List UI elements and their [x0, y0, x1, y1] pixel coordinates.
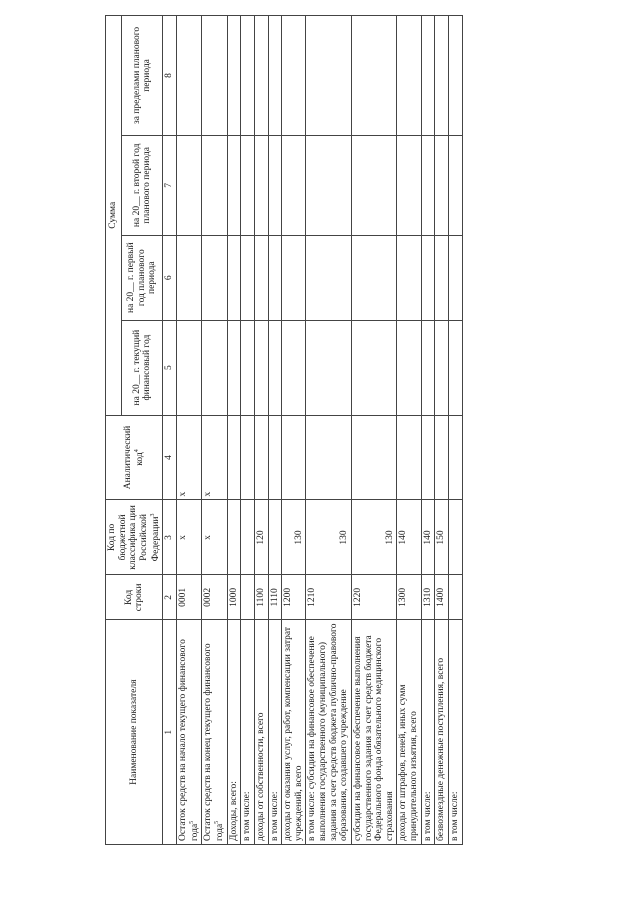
row-analytic-code: [351, 415, 397, 500]
row-budget-code: 130: [282, 500, 306, 575]
row-line-code: 0002: [202, 575, 227, 620]
row-sum-col6: [227, 235, 241, 320]
colnum-1: 1: [163, 620, 177, 845]
row-indicator-text: в том числе:: [242, 791, 253, 841]
header-analytic-code-note: 4: [133, 449, 140, 453]
row-sum-col7: [202, 135, 227, 235]
header-analytic-code-text: Аналитический код: [122, 425, 145, 490]
row-sum-col7: [241, 135, 255, 235]
row-sum-col6: [397, 235, 421, 320]
table-row: [435, 16, 449, 845]
row-analytic-code: [241, 415, 255, 500]
row-analytic-code: [227, 415, 241, 500]
row-indicator-note: 5: [213, 820, 220, 824]
table-row: [202, 16, 227, 845]
header-col8: за пределами планового периода: [122, 16, 163, 136]
row-line-code: 1310: [421, 575, 435, 620]
row-sum-col6: [282, 235, 306, 320]
header-budget-code: [106, 500, 163, 575]
row-sum-col5: [448, 320, 462, 415]
row-sum-col5: [421, 320, 435, 415]
row-budget-code: [448, 500, 462, 575]
row-indicator-text: безвозмездные денежные поступления, всего: [436, 657, 447, 841]
row-indicator-text: Доходы, всего:: [228, 781, 239, 841]
row-sum-col8: [202, 16, 227, 136]
row-line-code: 1110: [268, 575, 282, 620]
row-sum-col6: [202, 235, 227, 320]
row-sum-col6: [448, 235, 462, 320]
row-analytic-code: [397, 415, 421, 500]
row-indicator: [435, 620, 449, 845]
table-row: [254, 16, 268, 845]
row-sum-col8: [282, 16, 306, 136]
row-sum-col5: [241, 320, 255, 415]
row-sum-col7: [448, 135, 462, 235]
row-sum-col5: [254, 320, 268, 415]
row-sum-col8: [227, 16, 241, 136]
row-budget-code: 140: [421, 500, 435, 575]
row-budget-code: 130: [306, 500, 352, 575]
row-sum-col5: [176, 320, 201, 415]
row-sum-col5: [351, 320, 397, 415]
row-indicator: [268, 620, 282, 845]
row-sum-col7: [435, 135, 449, 235]
row-analytic-code: [448, 415, 462, 500]
row-line-code: 1210: [306, 575, 352, 620]
row-sum-col7: [227, 135, 241, 235]
row-sum-col6: [421, 235, 435, 320]
row-budget-code: x: [176, 500, 201, 575]
row-line-code: [241, 575, 255, 620]
header-budget-code-note: 3: [149, 513, 156, 517]
row-indicator: [202, 620, 227, 845]
row-indicator: [421, 620, 435, 845]
table-row: [397, 16, 421, 845]
row-sum-col7: [268, 135, 282, 235]
row-indicator: [397, 620, 421, 845]
row-sum-col6: [268, 235, 282, 320]
row-budget-code: x: [202, 500, 227, 575]
table-row: [448, 16, 462, 845]
row-sum-col6: [306, 235, 352, 320]
row-indicator-text: в том числе: субсидии на финансовое обеспечение выполнения государственного (муниципального) задания за счет средств бюджета публично-правового образования, создавшего учреждение: [307, 623, 350, 841]
table-row: [421, 16, 435, 845]
colnum-4: 4: [163, 415, 177, 500]
row-sum-col8: [176, 16, 201, 136]
row-sum-col7: [351, 135, 397, 235]
row-indicator: [176, 620, 201, 845]
row-line-code: 1200: [282, 575, 306, 620]
row-sum-col7: [306, 135, 352, 235]
row-analytic-code: [435, 415, 449, 500]
row-sum-col7: [282, 135, 306, 235]
row-sum-col5: [306, 320, 352, 415]
table-row: [176, 16, 201, 845]
row-indicator: [282, 620, 306, 845]
row-indicator-text: в том числе:: [269, 791, 280, 841]
row-sum-col8: [435, 16, 449, 136]
row-analytic-code: x: [202, 415, 227, 500]
row-line-code: 1220: [351, 575, 397, 620]
row-indicator-note: 5: [188, 820, 195, 824]
row-sum-col6: [176, 235, 201, 320]
row-sum-col7: [397, 135, 421, 235]
row-sum-col8: [448, 16, 462, 136]
row-budget-code: 120: [254, 500, 268, 575]
table-row: [227, 16, 241, 845]
row-sum-col8: [254, 16, 268, 136]
row-indicator: [227, 620, 241, 845]
table-row: [268, 16, 282, 845]
row-analytic-code: [282, 415, 306, 500]
row-line-code: 1000: [227, 575, 241, 620]
table-row: [282, 16, 306, 845]
colnum-5: 5: [163, 320, 177, 415]
colnum-3: 3: [163, 500, 177, 575]
row-line-code: [448, 575, 462, 620]
row-analytic-code: [306, 415, 352, 500]
colnum-7: 7: [163, 135, 177, 235]
row-line-code: 1100: [254, 575, 268, 620]
row-indicator-text: в том числе:: [422, 791, 433, 841]
table-row: [241, 16, 255, 845]
colnum-6: 6: [163, 235, 177, 320]
row-sum-col7: [176, 135, 201, 235]
row-sum-col8: [268, 16, 282, 136]
row-analytic-code: x: [176, 415, 201, 500]
row-budget-code: [241, 500, 255, 575]
row-analytic-code: [254, 415, 268, 500]
row-indicator: [306, 620, 352, 845]
plan-table: [105, 15, 463, 845]
row-sum-col8: [241, 16, 255, 136]
row-budget-code: [227, 500, 241, 575]
row-sum-col5: [397, 320, 421, 415]
row-indicator-text: доходы от собственности, всего: [255, 712, 266, 841]
row-indicator: [254, 620, 268, 845]
row-budget-code: 150: [435, 500, 449, 575]
row-indicator-text: Остаток средств на конец текущего финансового года: [203, 643, 226, 841]
row-sum-col5: [268, 320, 282, 415]
row-sum-col5: [435, 320, 449, 415]
row-sum-col7: [254, 135, 268, 235]
header-budget-code-text: Код по бюджетной классифика ции Российской Федерации: [107, 505, 161, 570]
row-budget-code: 140: [397, 500, 421, 575]
row-indicator-text: доходы от штрафов, пеней, иных сумм принудительного изъятия, всего: [398, 684, 420, 841]
row-sum-col8: [421, 16, 435, 136]
row-sum-col8: [306, 16, 352, 136]
colnum-8: 8: [163, 16, 177, 136]
header-col5: на 20__ г. текущий финансовый год: [122, 320, 163, 415]
row-indicator: [241, 620, 255, 845]
row-sum-col6: [241, 235, 255, 320]
row-indicator-text: Остаток средств на начало текущего финансового года: [177, 639, 200, 841]
row-sum-col6: [435, 235, 449, 320]
table-row: [306, 16, 352, 845]
row-line-code: 1400: [435, 575, 449, 620]
row-sum-col5: [227, 320, 241, 415]
row-sum-col8: [351, 16, 397, 136]
row-indicator: [351, 620, 397, 845]
header-line-code: Код строки: [106, 575, 163, 620]
rotated-page: [105, 15, 605, 845]
header-indicator: Наименование показателя: [106, 620, 163, 845]
row-sum-col5: [282, 320, 306, 415]
row-sum-col5: [202, 320, 227, 415]
table-body: [176, 16, 462, 845]
row-line-code: 0001: [176, 575, 201, 620]
row-sum-col6: [254, 235, 268, 320]
header-analytic-code: [106, 415, 163, 500]
colnum-2: 2: [163, 575, 177, 620]
header-col7: на 20__ г. второй год планового периода: [122, 135, 163, 235]
row-budget-code: [268, 500, 282, 575]
row-budget-code: 130: [351, 500, 397, 575]
row-indicator: [448, 620, 462, 845]
row-sum-col8: [397, 16, 421, 136]
header-col6: на 20__ г. первый год планового периода: [122, 235, 163, 320]
row-sum-col7: [421, 135, 435, 235]
row-indicator-text: доходы от оказания услуг, работ, компенсации затрат учреждений, всего: [283, 626, 304, 841]
row-analytic-code: [268, 415, 282, 500]
header-sum-group: Сумма: [106, 16, 122, 416]
column-numbers-row: [163, 16, 177, 845]
row-line-code: 1300: [397, 575, 421, 620]
row-analytic-code: [421, 415, 435, 500]
row-indicator-text: субсидии на финансовое обеспечение выполнения государственного задания за счет средств бюджета Федерального фонда обязательного медицинского страхования: [352, 635, 395, 841]
row-indicator-text: в том числе:: [449, 791, 460, 841]
table-row: [351, 16, 397, 845]
row-sum-col6: [351, 235, 397, 320]
